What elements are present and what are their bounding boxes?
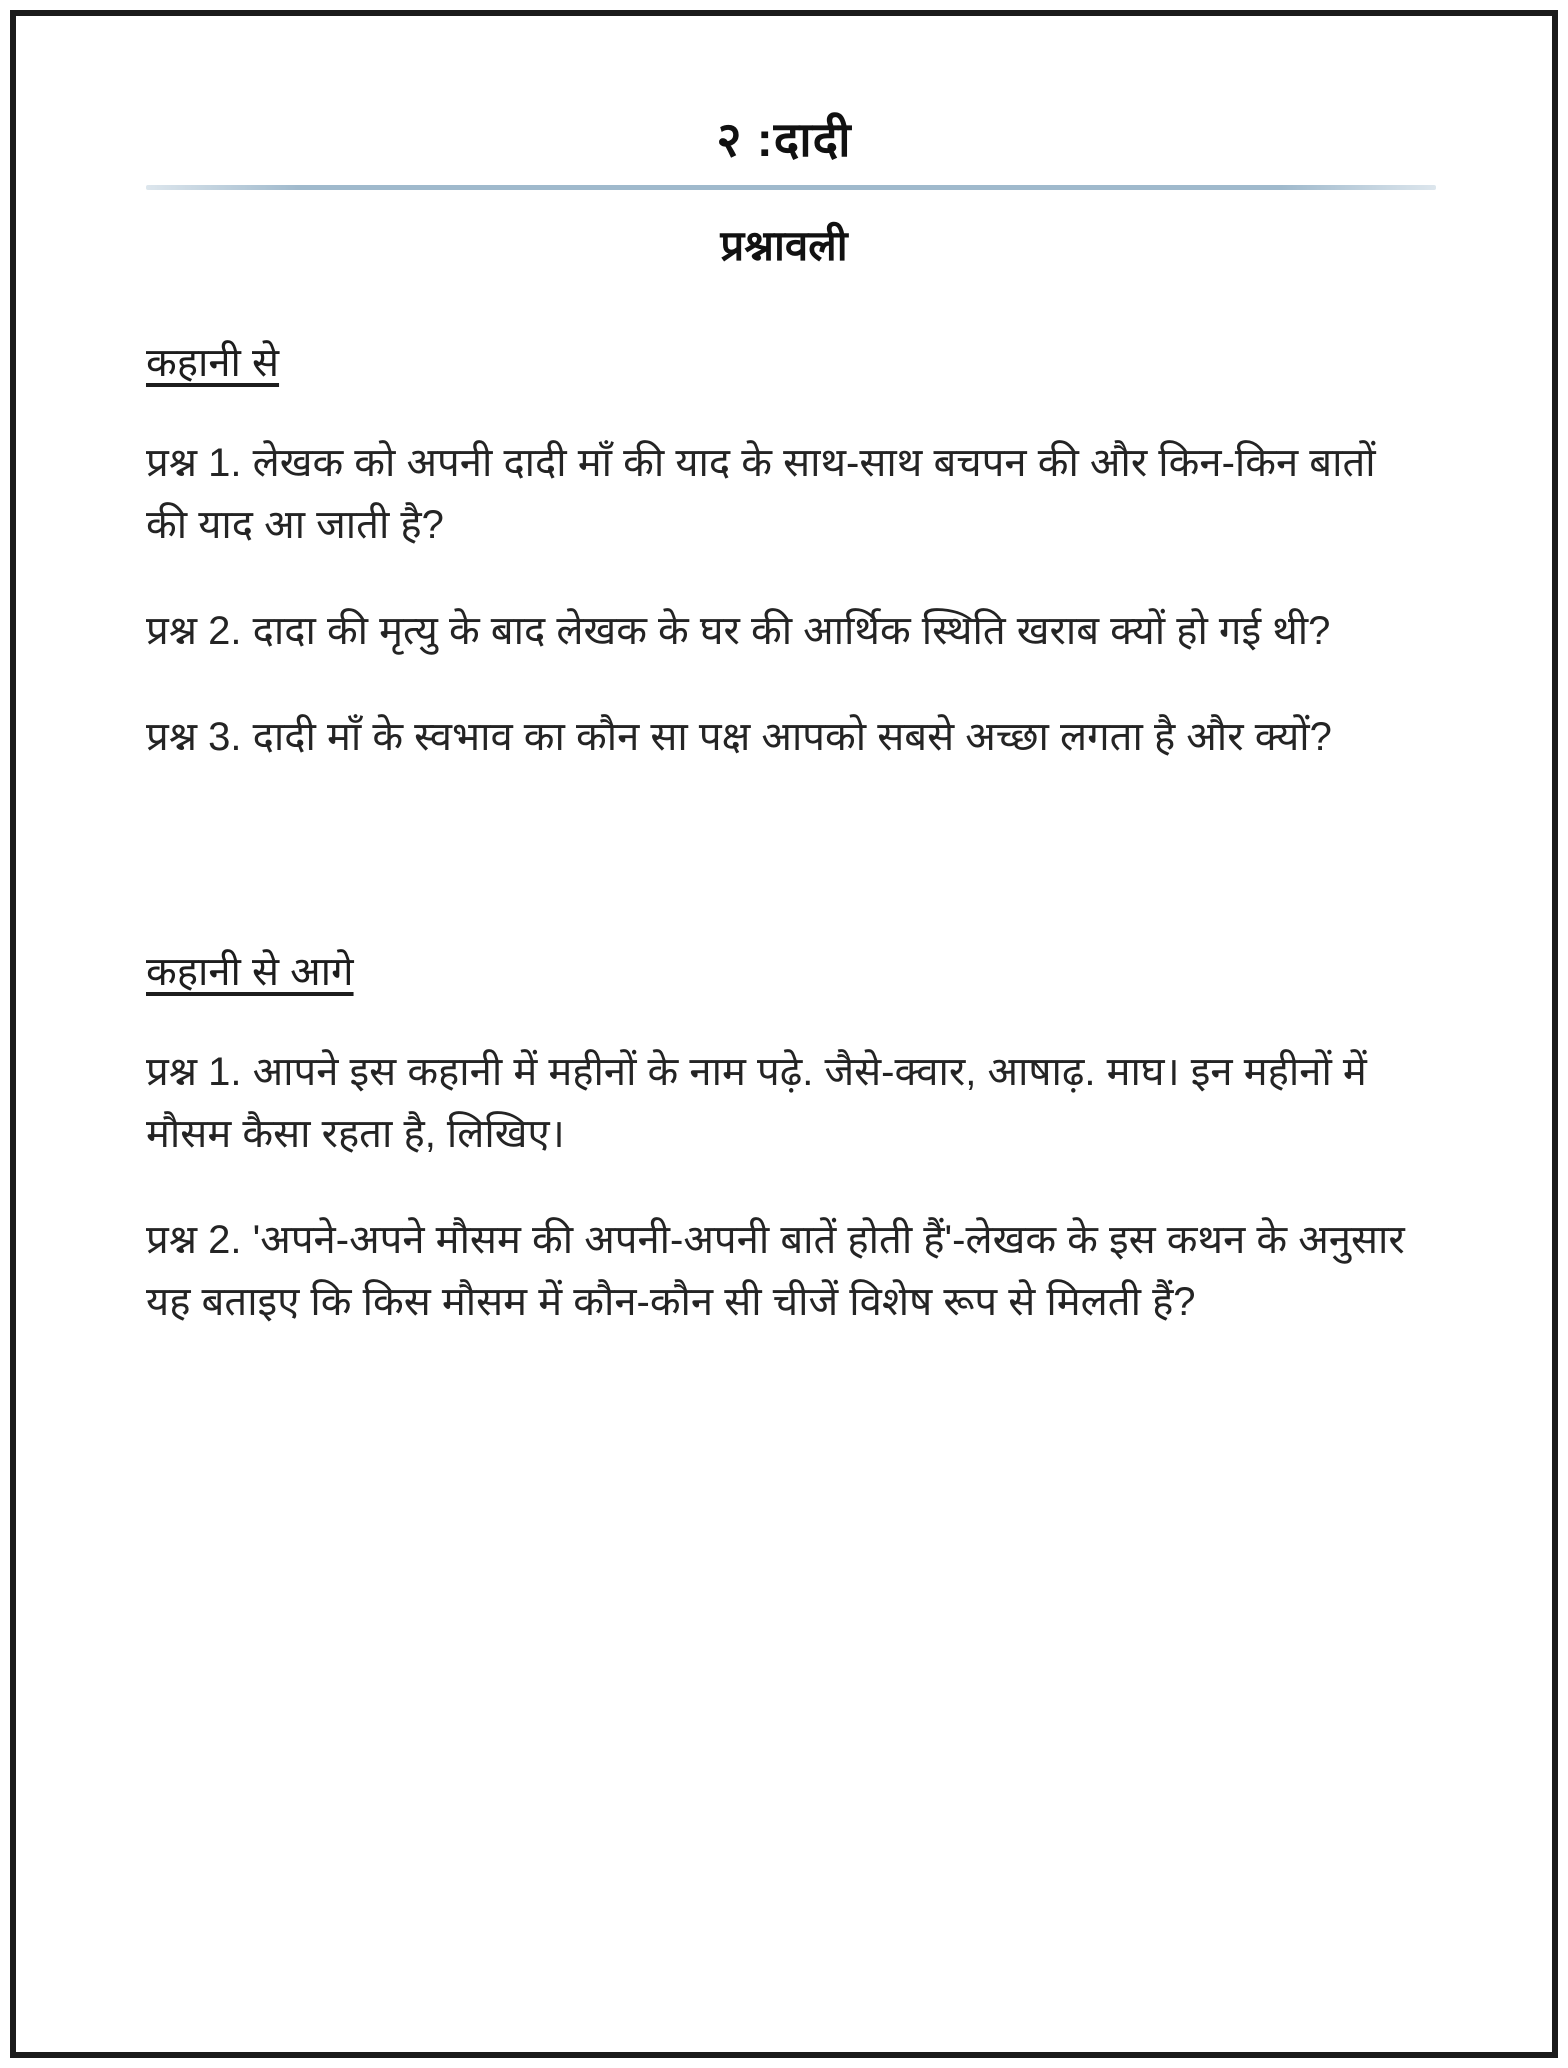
- section-heading: कहानी से आगे: [146, 950, 354, 994]
- title-divider-rule: [146, 185, 1436, 190]
- question-text: प्रश्न 1. लेखक को अपनी दादी माँ की याद के साथ-साथ बचपन की और किन-किन बातों की याद आ जाती है?: [146, 441, 1376, 547]
- section-heading: कहानी से: [146, 341, 280, 385]
- question-text: प्रश्न 1. आपने इस कहानी में महीनों के नाम पढ़े. जैसे-क्वार, आषाढ़. माघ। इन महीनों में मौसम कैसा रहता है, लिखिए।: [146, 1050, 1367, 1156]
- question-text: प्रश्न 2. 'अपने-अपने मौसम की अपनी-अपनी बातें होती हैं'-लेखक के इस कथन के अनुसार यह बताइए कि किस मौसम में कौन-कौन सी चीजें विशेष रूप से मिलती हैं?: [146, 1218, 1405, 1324]
- question-text: प्रश्न 2. दादा की मृत्यु के बाद लेखक के घर की आर्थिक स्थिति खराब क्यों हो गई थी?: [146, 609, 1331, 653]
- section-story-questions: [146, 333, 1422, 768]
- page-border: [10, 10, 1558, 2058]
- page-title: २ :दादी: [716, 114, 852, 167]
- question-text: प्रश्न 3. दादी माँ के स्वभाव का कौन सा पक्ष आपको सबसे अच्छा लगता है और क्यों?: [146, 715, 1332, 759]
- section-gap: [146, 812, 1422, 942]
- page-subtitle: प्रश्नावली: [720, 222, 848, 269]
- section-beyond-story-questions: [146, 942, 1422, 1333]
